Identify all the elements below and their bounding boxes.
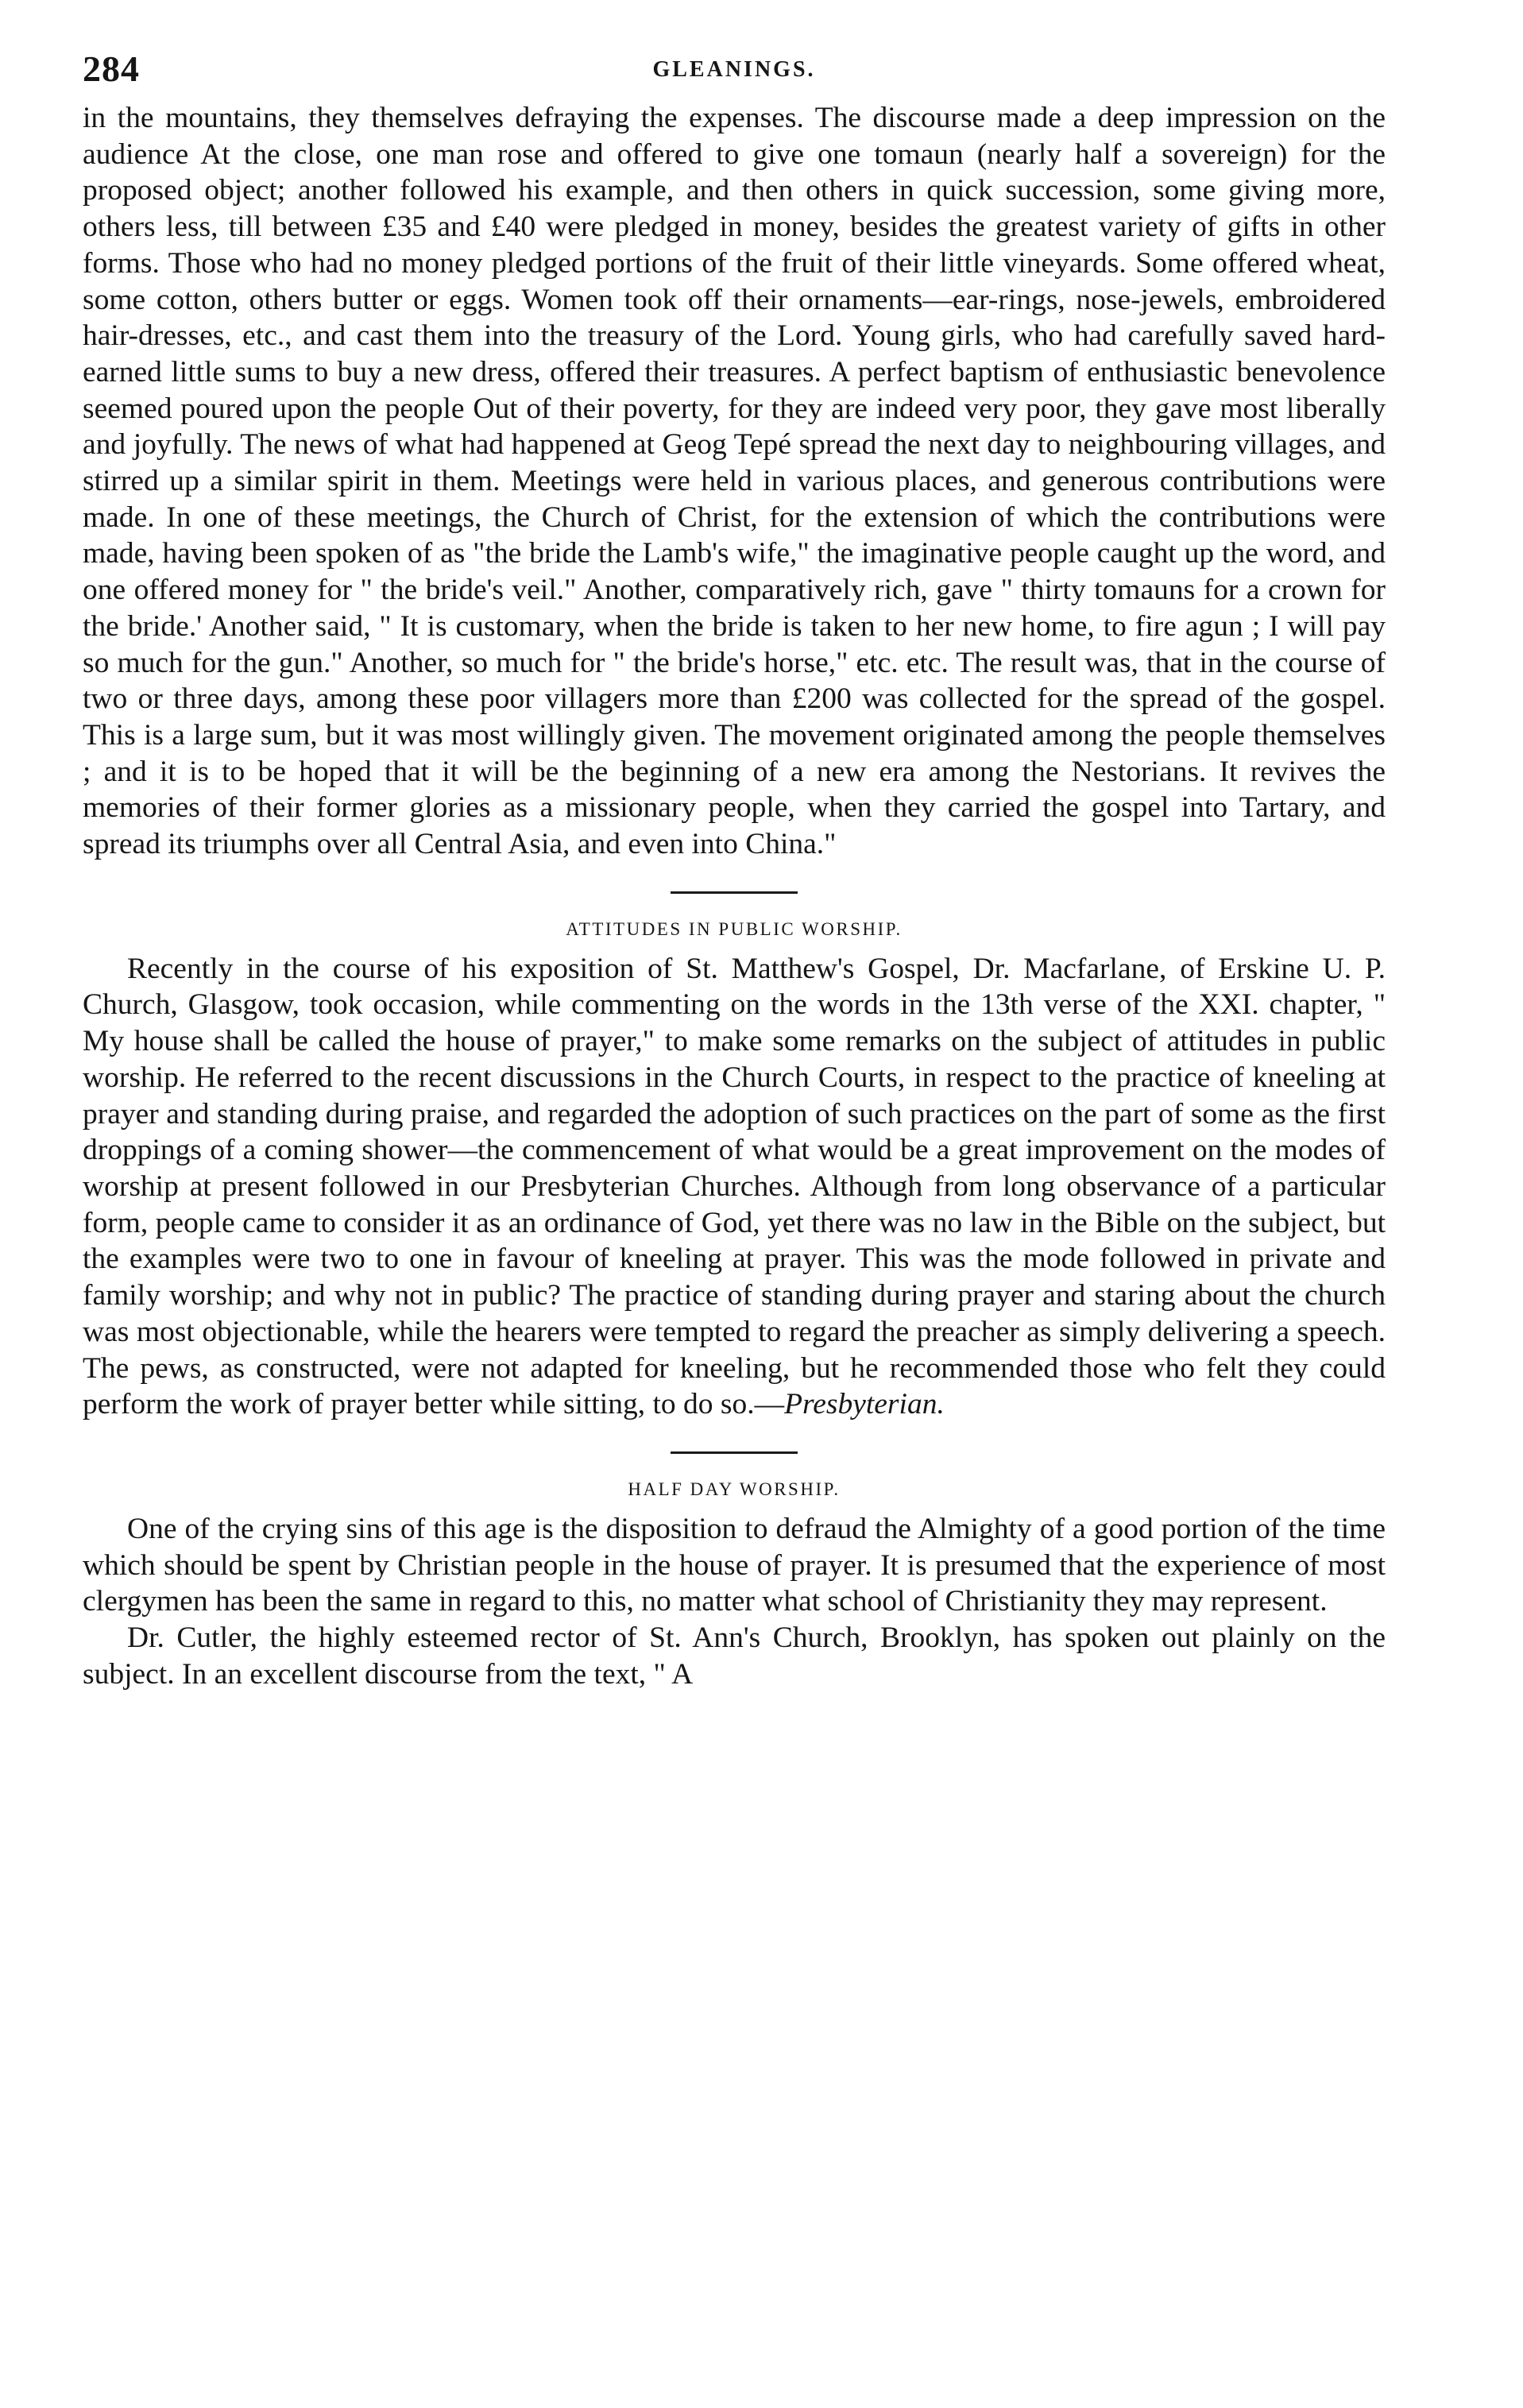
running-title: GLEANINGS. (652, 57, 816, 82)
section-divider (671, 1451, 798, 1454)
continuation-paragraph: in the mountains, they themselves defraying the expenses. The discourse made a deep impression on the audience At the close, one man rose and offered to give one tomaun (nearly half a sovereign) for the proposed object; another followed his example, and then others in quick succession, some giving more, others less, till between £35 and £40 were pledged in money, besides the greatest variety of gifts in other forms. Those who had no money pledged portions of the fruit of their little vineyards. Some offered wheat, some cotton, others butter or eggs. Women took off their ornaments—ear-rings, nose-jewels, embroidered hair-dresses, etc., and cast them into the treasury of the Lord. Young girls, who had carefully saved hard-earned little sums to buy a new dress, offered their treasures. A perfect baptism of enthusiastic benevolence seemed poured upon the people Out of their poverty, for they are indeed very poor, they gave most liberally and joyfully. The news of what had happened at Geog Tepé spread the next day to neighbouring villages, and stirred up a similar spirit in them. Meetings were held in various places, and generous contributions were made. In one of these meetings, the Church of Christ, for the extension of which the contributions were made, having been spoken of as "the bride the Lamb's wife," the imaginative people caught up the word, and one offered money for " the bride's veil." Another, comparatively rich, gave " thirty tomauns for a crown for the bride.' Another said, " It is customary, when the bride is taken to her new home, to fire agun ; I will pay so much for the gun." Another, so much for " the bride's horse," etc. etc. The result was, that in the course of two or three days, among these poor villagers more than £200 was collected for the spread of the gospel. This is a large sum, but it was most willingly given. The movement originated among the people themselves ; and it is to be hoped that it will be the beginning of a new era among the Nestorians. It revives the memories of their former glories as a missionary people, when they carried the gospel into Tartary, and spread its triumphs over all Central Asia, and even into China." (83, 102, 1386, 861)
half-day-paragraph-1: One of the crying sins of this age is the disposition to defraud the Almighty of a good portion of the time which should be spent by Christian people in the house of prayer. It is presumed that the experience of most clergymen has been the same in regard to this, no matter what school of Christianity they may represent. (83, 1512, 1386, 1618)
attitudes-text: Recently in the course of his exposition of St. Matthew's Gospel, Dr. Macfarlane, of Erskine U. P. Church, Glasgow, took occasion, while commenting on the words in the 13th verse of the XXI. chapter, " My house shall be called the house of prayer," to make some remarks on the subject of attitudes in public worship. He referred to the recent discussions in the Church Courts, in respect to the practice of kneeling at prayer and standing during praise, and regarded the adoption of such practices on the part of some as the first droppings of a coming shower—the commencement of what would be a great improvement on the modes of worship at present followed in our Presbyterian Churches. Although from long observance of a particular form, people came to consider it as an ordinance of God, yet there was no law in the Bible on the subject, but the examples were two to one in favour of kneeling at prayer. This was the mode followed in private and family worship; and why not in public? The practice of standing during prayer and staring about the church was most objectionable, while the hearers were tempted to regard the preacher as simply delivering a speech. The pews, as constructed, were not adapted for kneeling, but he recommended those who felt they could perform the work of prayer better while sitting, to do so.— (83, 952, 1386, 1421)
heading-attitudes-in-public-worship: ATTITUDES IN PUBLIC WORSHIP. (566, 918, 903, 939)
running-head (83, 48, 1386, 100)
book-page (83, 48, 1386, 1692)
attitudes-source: Presbyterian. (784, 1388, 945, 1421)
half-day-paragraph-2: Dr. Cutler, the highly esteemed rector of St. Ann's Church, Brooklyn, has spoken out plainly on the subject. In an excellent discourse from the text, " A (83, 1621, 1386, 1691)
section-divider (671, 891, 798, 894)
attitudes-paragraph (83, 951, 1386, 1423)
heading-half-day-worship: HALF DAY WORSHIP. (628, 1478, 841, 1499)
page-number: 284 (83, 48, 140, 89)
